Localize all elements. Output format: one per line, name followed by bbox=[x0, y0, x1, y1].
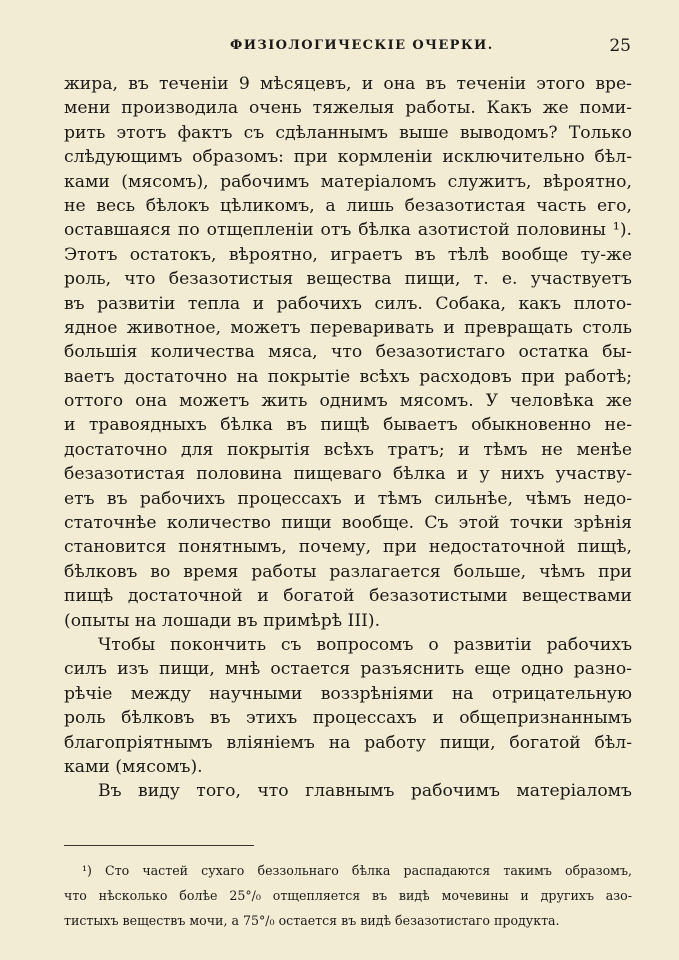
footnote-line: тистыхъ веществъ мочи, а 75°/₀ остается въ видѣ безазотистаго продукта. bbox=[64, 913, 560, 928]
page-number: 25 bbox=[609, 36, 631, 56]
text-line: становится понятнымъ, почему, при недостаточной пищѣ, bbox=[64, 537, 632, 558]
text-line: оттого она можетъ жить однимъ мясомъ. У человѣка же bbox=[64, 391, 632, 412]
text-line: рить этотъ фактъ съ сдѣланнымъ выше выводомъ? Только bbox=[64, 122, 632, 143]
text-line: жира, въ теченіи 9 мѣсяцевъ, и она въ теченіи этого вре- bbox=[64, 74, 632, 94]
text-line: пищѣ достаточной и богатой безазотистыми веществами bbox=[64, 586, 632, 607]
text-line: слѣдующимъ образомъ: при кормленіи исключительно бѣл- bbox=[64, 147, 632, 168]
running-title: ФИЗІОЛОГИЧЕСКІЕ ОЧЕРКИ. bbox=[230, 38, 494, 53]
text-line: большія количества мяса, что безазотистаго остатка бы- bbox=[64, 342, 632, 363]
text-line: достаточно для покрытія всѣхъ тратъ; и тѣмъ не менѣе bbox=[64, 439, 632, 460]
paragraph-3 bbox=[64, 779, 632, 803]
footnote-separator bbox=[64, 845, 254, 846]
footnote bbox=[64, 858, 632, 933]
text-line: роль, что безазотистыя вещества пищи, т. е. участвуетъ bbox=[64, 269, 632, 290]
text-line: силъ изъ пищи, мнѣ остается разъяснить еще одно разно- bbox=[64, 659, 632, 680]
text-line: не весь бѣлокъ цѣликомъ, а лишь безазотистая часть его, bbox=[64, 195, 632, 216]
text-line: оставшаяся по отщепленіи отъ бѣлка азотистой половины ¹). bbox=[64, 220, 632, 241]
text-line: (опыты на лошади въ примѣрѣ III). bbox=[64, 610, 381, 631]
text-line: въ развитіи тепла и рабочихъ силъ. Собака, какъ плото- bbox=[64, 293, 632, 314]
text-line: благопріятнымъ вліяніемъ на работу пищи, богатой бѣл- bbox=[64, 732, 632, 753]
footnote-line: что нѣсколько болѣе 25°/₀ отщепляется въ видѣ мочевины и другихъ азо- bbox=[64, 888, 632, 903]
text-line: Въ виду того, что главнымъ рабочимъ матеріаломъ bbox=[98, 781, 632, 802]
text-line: статочнѣе количество пищи вообще. Съ этой точки зрѣнія bbox=[64, 513, 632, 534]
text-line: и травоядныхъ бѣлка въ пищѣ бываетъ обыкновенно не- bbox=[64, 415, 632, 436]
text-line: рѣчіе между научными воззрѣніями на отрицательную bbox=[64, 683, 632, 704]
text-line: Чтобы покончить съ вопросомъ о развитіи рабочихъ bbox=[98, 634, 632, 655]
text-line: бѣлковъ во время работы разлагается больше, чѣмъ при bbox=[64, 561, 632, 582]
text-line: мени производила очень тяжелыя работы. Какъ же поми- bbox=[64, 98, 632, 119]
text-line: ками (мясомъ), рабочимъ матеріаломъ служитъ, вѣроятно, bbox=[64, 171, 632, 192]
text-line: роль бѣлковъ въ этихъ процессахъ и общепризнаннымъ bbox=[64, 708, 632, 729]
paragraph-1 bbox=[64, 72, 632, 633]
footnote-line: ¹) Сто частей сухаго беззольнаго бѣлка распадаются такимъ образомъ, bbox=[82, 863, 632, 878]
text-line: ваетъ достаточно на покрытіе всѣхъ расходовъ при работѣ; bbox=[64, 366, 632, 387]
text-line: ками (мясомъ). bbox=[64, 756, 203, 777]
text-line: Этотъ остатокъ, вѣроятно, играетъ въ тѣлѣ вообще ту-же bbox=[64, 244, 632, 265]
text-line: ядное животное, можетъ переваривать и превращать столь bbox=[64, 317, 632, 338]
paragraph-2 bbox=[64, 633, 632, 779]
text-line: безазотистая половина пищеваго бѣлка и у нихъ участву- bbox=[64, 464, 632, 485]
text-line: етъ въ рабочихъ процессахъ и тѣмъ сильнѣе, чѣмъ недо- bbox=[64, 488, 632, 509]
body-text bbox=[64, 72, 632, 804]
